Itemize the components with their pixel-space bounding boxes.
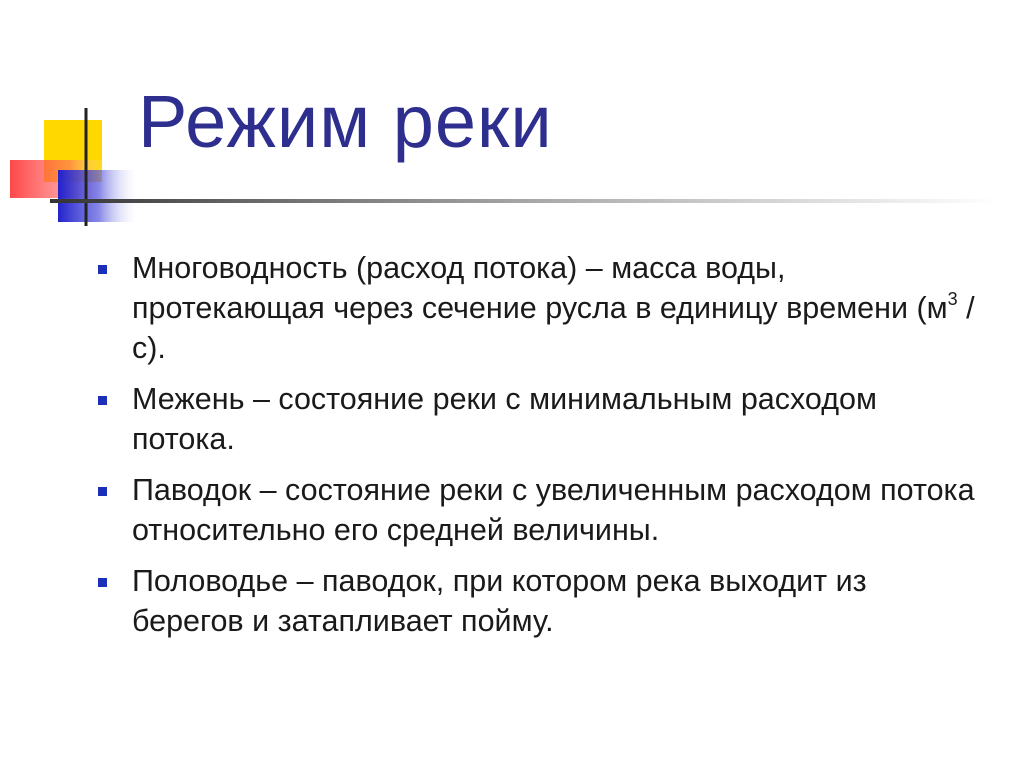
bullet-text: Половодье – паводок, при котором река выходит из берегов и затапливает пойму. bbox=[132, 564, 867, 638]
bullet-text: Паводок – состояние реки с увеличенным расходом потока относительно его средней величины. bbox=[132, 473, 975, 547]
bullet-list bbox=[96, 248, 976, 652]
title-rule bbox=[50, 199, 1000, 203]
square-bullet-icon bbox=[98, 578, 107, 587]
bullet-text-end: /с). bbox=[132, 291, 975, 365]
list-item bbox=[96, 470, 976, 550]
corner-decoration bbox=[0, 0, 160, 240]
bullet-text: Многоводность (расход потока) – масса воды, протекающая через сечение русла в единицу времени (м bbox=[132, 251, 948, 325]
square-bullet-icon bbox=[98, 396, 107, 405]
slide-title: Режим реки bbox=[138, 80, 553, 163]
list-item bbox=[96, 248, 976, 368]
square-bullet-icon bbox=[98, 487, 107, 496]
bullet-text: Межень – состояние реки с минимальным расходом потока. bbox=[132, 382, 877, 456]
deco-blue-square bbox=[58, 170, 140, 222]
square-bullet-icon bbox=[98, 265, 107, 274]
superscript: 3 bbox=[947, 288, 958, 309]
list-item bbox=[96, 379, 976, 459]
list-item bbox=[96, 561, 976, 641]
